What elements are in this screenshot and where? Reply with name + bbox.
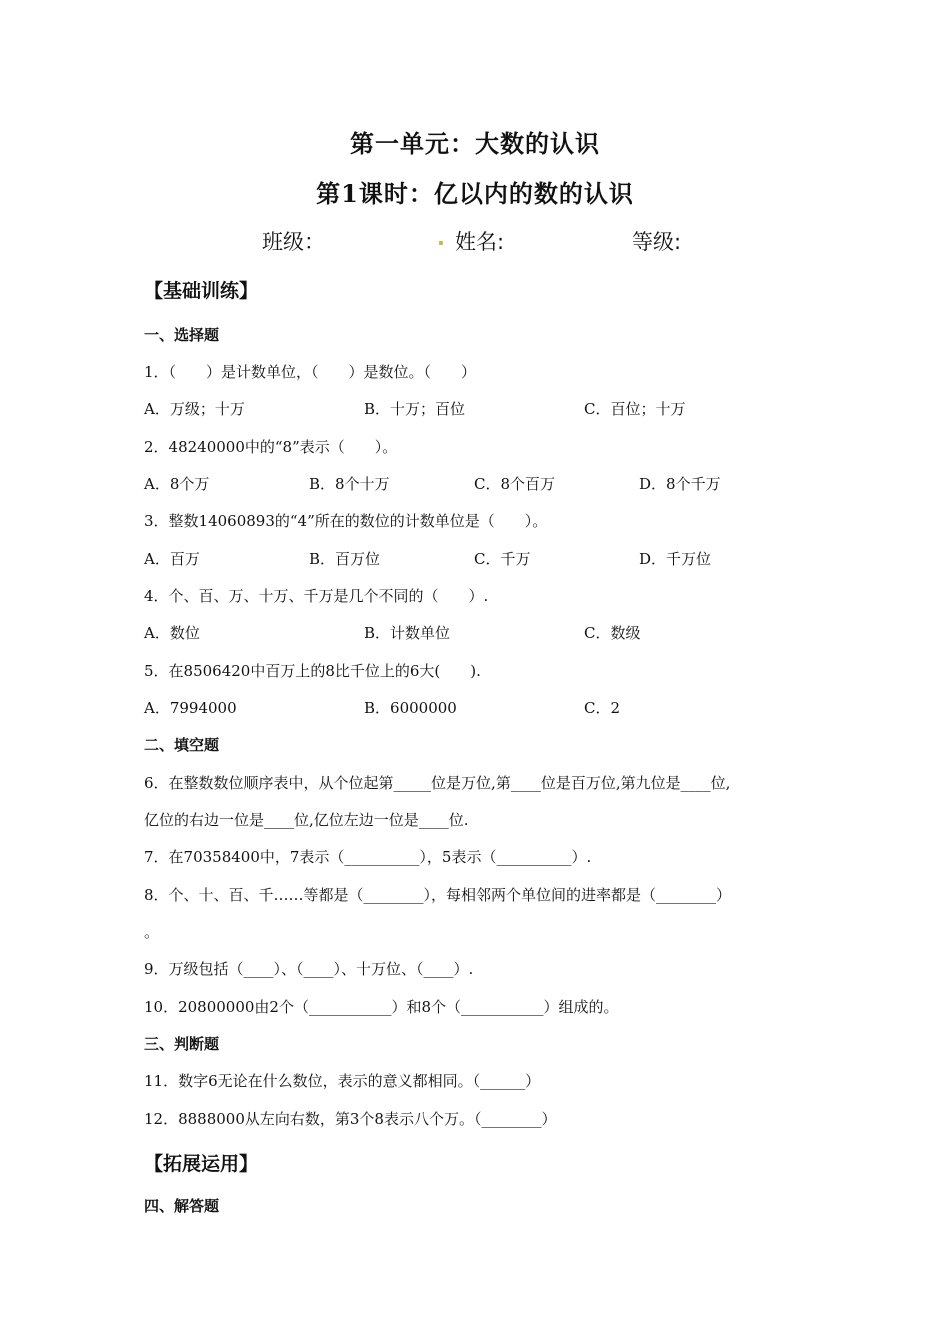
question-5: 5．在8506420中百万上的8比千位上的6大( ). [144,662,481,680]
question-3: 3．整数14060893的“4”所在的数位的计数单位是（ ）。 [144,512,548,530]
question-6-line-2: 亿位的右边一位是____位,亿位左边一位是____位. [144,811,469,829]
part-choice-heading: 一、选择题 [144,326,220,344]
question-1-option-a: A．万级；十万 [144,400,245,418]
grade-label: 等级: [632,230,682,254]
question-8-line-2: 。 [144,923,160,941]
question-1-option-b: B．十万；百位 [364,400,466,418]
question-4-option-c: C．数级 [584,624,641,642]
question-5-option-b: B．6000000 [364,699,457,717]
question-3-option-c: C．千万 [474,550,531,568]
question-1-option-c: C．百位；十万 [584,400,686,418]
question-3-option-a: A．百万 [144,550,200,568]
question-4: 4．个、百、万、十万、千万是几个不同的（ ）. [144,587,489,605]
question-2-option-d: D．8个千万 [639,475,721,493]
question-2-option-b: B．8个十万 [309,475,390,493]
name-label: 姓名: [455,230,505,254]
question-3-option-b: B．百万位 [309,550,381,568]
question-2-option-a: A．8个万 [144,475,210,493]
section-basic-training: 【基础训练】 [144,280,259,302]
part-answer-heading: 四、解答题 [144,1197,220,1215]
separator-dot: . [437,226,445,250]
student-info-row [0,226,950,256]
question-10: 10．20800000由2个（___________）和8个（___________）组成的。 [144,998,619,1016]
question-12: 12．8888000从左向右数，第3个8表示八个万。（________） [144,1110,557,1128]
question-7: 7．在70358400中，7表示（__________），5表示（__________）. [144,848,592,866]
question-2: 2．48240000中的“8”表示（ ）。 [144,438,398,456]
lesson-title: 第1课时：亿以内的数的认识 [316,179,634,208]
question-4-option-a: A．数位 [144,624,200,642]
question-3-option-d: D．千万位 [639,550,712,568]
question-11: 11．数字6无论在什么数位，表示的意义都相同。（______） [144,1072,541,1090]
question-5-option-c: C．2 [584,699,621,717]
part-fill-heading: 二、填空题 [144,736,220,754]
class-label: 班级： [262,230,325,254]
question-6-line-1: 6．在整数数位顺序表中，从个位起第_____位是万位,第____位是百万位,第九位是____位, [144,774,731,792]
part-judge-heading: 三、判断题 [144,1035,220,1053]
question-5-option-a: A．7994000 [144,699,237,717]
question-4-option-b: B．计数单位 [364,624,451,642]
question-1: 1．（ ）是计数单位，（ ）是数位。（ ） [144,363,477,381]
section-extended-use: 【拓展运用】 [144,1153,259,1175]
question-9: 9．万级包括（____）、（____）、十万位、（____）. [144,960,474,978]
question-8-line-1: 8．个、十、百、千……等都是（________），每相邻两个单位间的进率都是（________） [144,886,732,904]
question-2-option-c: C．8个百万 [474,475,556,493]
unit-title: 第一单元：大数的认识 [350,129,600,158]
